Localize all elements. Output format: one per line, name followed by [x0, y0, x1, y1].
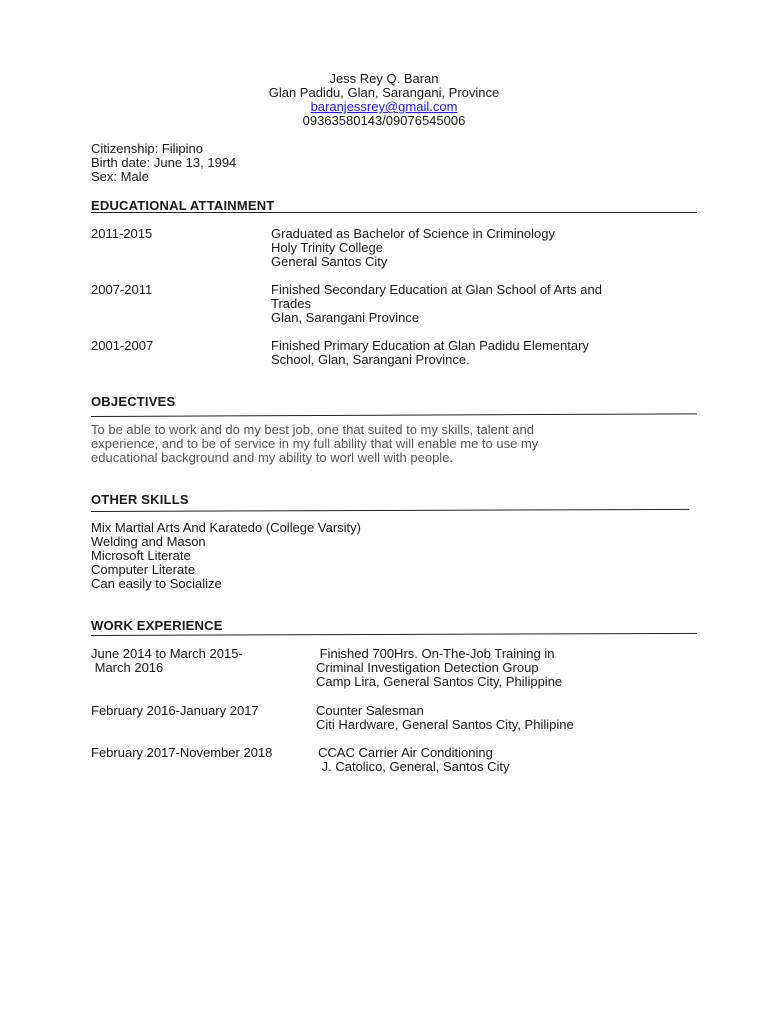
- education-details-3: Finished Primary Education at Glan Padidu Elementary School, Glan, Sarangani Province.: [271, 338, 589, 367]
- objectives-divider: [91, 413, 697, 417]
- citizenship: Citizenship: Filipino: [91, 141, 203, 156]
- skill-item: Welding and Mason: [91, 534, 206, 549]
- sex: Sex: Male: [91, 169, 149, 184]
- education-details-2: Finished Secondary Education at Glan School of Arts and Trades Glan, Sarangani Province: [271, 282, 602, 325]
- work-details-2: Counter Salesman Citi Hardware, General Santos City, Philipine: [316, 703, 574, 732]
- work-dates-3: February 2017-November 2018: [91, 745, 273, 760]
- skills-heading: OTHER SKILLS: [91, 492, 189, 507]
- work-divider: [91, 633, 697, 636]
- education-years-1: 2011-2015: [91, 226, 153, 241]
- education-years-3: 2001-2007: [91, 338, 154, 353]
- skill-item: Mix Martial Arts And Karatedo (College Varsity): [91, 520, 361, 535]
- skills-divider: [91, 509, 689, 512]
- education-heading: EDUCATIONAL ATTAINMENT: [91, 198, 275, 213]
- applicant-address: Glan Padidu, Glan, Sarangani, Province: [268, 85, 500, 100]
- skill-item: Can easily to Socialize: [91, 576, 222, 591]
- objectives-heading: OBJECTIVES: [91, 394, 176, 409]
- work-heading: WORK EXPERIENCE: [91, 618, 223, 633]
- contact-header: [0, 72, 768, 128]
- skill-item: Microsoft Literate: [91, 548, 191, 563]
- objectives-text: To be able to work and do my best job, one that suited to my skills, talent and experience, and to be of service in my full ability that will enable me to use my educational background and my ability to worl well with people.: [91, 422, 539, 465]
- birth-date: Birth date: June 13, 1994: [91, 155, 237, 170]
- education-divider: [91, 212, 697, 213]
- work-dates-2: February 2016-January 2017: [91, 703, 259, 718]
- skills-list: [91, 521, 361, 591]
- work-dates-1: June 2014 to March 2015- March 2016: [91, 646, 243, 675]
- work-details-1: Finished 700Hrs. On-The-Job Training in Criminal Investigation Detection Group Camp Lira, General Santos City, Philippine: [316, 646, 563, 689]
- personal-info: [91, 142, 236, 184]
- education-years-2: 2007-2011: [91, 282, 153, 297]
- skill-item: Computer Literate: [91, 562, 196, 577]
- applicant-name: Jess Rey Q. Baran: [329, 71, 439, 86]
- applicant-phone: 09363580143/09076545006: [302, 113, 466, 128]
- email-link[interactable]: baranjessrey@gmail.com: [310, 99, 458, 114]
- education-details-1: Graduated as Bachelor of Science in Criminology Holy Trinity College General Santos City: [271, 226, 555, 269]
- work-details-3: CCAC Carrier Air Conditioning J. Catolico, General, Santos City: [318, 745, 510, 774]
